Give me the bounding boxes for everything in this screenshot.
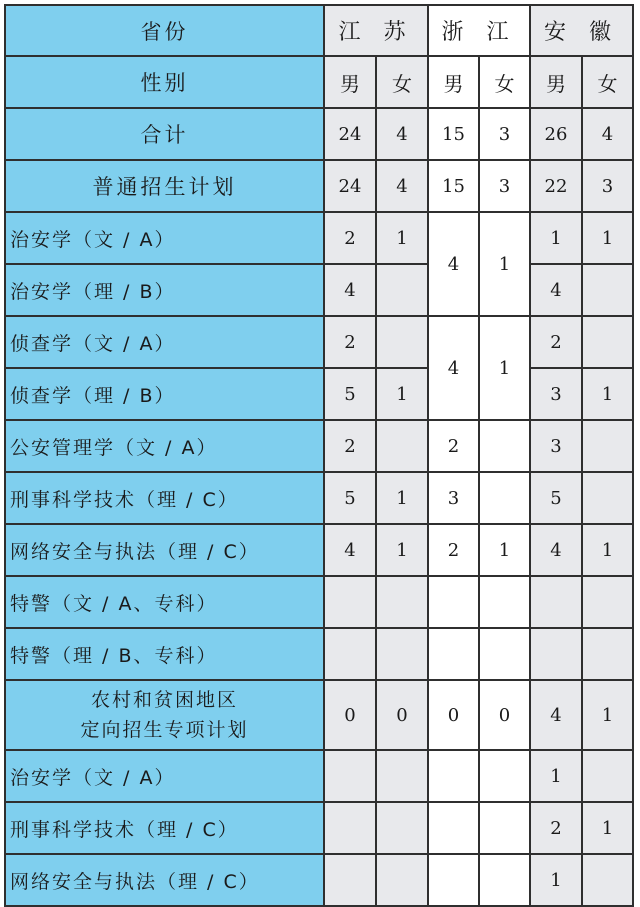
cell-value: 3 <box>479 108 530 160</box>
cell-value: 2 <box>324 212 376 264</box>
cell-value-merged: 4 <box>428 212 479 316</box>
cell-value <box>582 576 633 628</box>
province-header: 省份 <box>5 5 324 56</box>
cell-value: 24 <box>324 160 376 212</box>
cell-value: 2 <box>428 524 479 576</box>
table-row <box>5 576 633 628</box>
table-row <box>5 212 633 264</box>
cell-value: 2 <box>324 316 376 368</box>
table-row <box>5 472 633 524</box>
cell-value: 4 <box>530 264 582 316</box>
cell-value-merged: 1 <box>479 316 530 420</box>
cell-value: 1 <box>376 524 428 576</box>
table-row <box>5 368 633 420</box>
cell-value <box>376 316 428 368</box>
cell-value: 1 <box>582 680 633 750</box>
cell-value <box>582 854 633 906</box>
row-label: 侦查学（文 / A） <box>5 316 324 368</box>
cell-value <box>376 576 428 628</box>
header-row-gender <box>5 56 633 108</box>
gender-female-anhui: 女 <box>582 56 633 108</box>
cell-value <box>428 854 479 906</box>
gender-female-jiangsu: 女 <box>376 56 428 108</box>
table-row <box>5 802 633 854</box>
cell-value: 4 <box>582 108 633 160</box>
row-label: 网络安全与执法（理 / C） <box>5 524 324 576</box>
cell-value <box>479 420 530 472</box>
cell-value: 4 <box>324 264 376 316</box>
gender-male-jiangsu: 男 <box>324 56 376 108</box>
cell-value <box>582 472 633 524</box>
cell-value <box>324 576 376 628</box>
gender-male-anhui: 男 <box>530 56 582 108</box>
cell-value <box>530 628 582 680</box>
cell-value: 3 <box>530 368 582 420</box>
table-row <box>5 420 633 472</box>
province-zhejiang: 浙 江 <box>428 5 530 56</box>
cell-value <box>582 316 633 368</box>
row-label: 侦查学（理 / B） <box>5 368 324 420</box>
cell-value: 3 <box>428 472 479 524</box>
cell-value: 1 <box>376 368 428 420</box>
table-row <box>5 854 633 906</box>
cell-value <box>582 750 633 802</box>
cell-value: 1 <box>530 854 582 906</box>
cell-value: 1 <box>582 368 633 420</box>
cell-value: 1 <box>530 750 582 802</box>
cell-value <box>582 264 633 316</box>
cell-value <box>324 750 376 802</box>
cell-value: 1 <box>582 524 633 576</box>
province-anhui: 安 徽 <box>530 5 633 56</box>
row-label: 特警（文 / A、专科） <box>5 576 324 628</box>
cell-value <box>376 420 428 472</box>
cell-value: 2 <box>530 316 582 368</box>
cell-value <box>479 628 530 680</box>
cell-value <box>582 628 633 680</box>
cell-value <box>479 802 530 854</box>
cell-value <box>376 802 428 854</box>
cell-value: 1 <box>479 524 530 576</box>
cell-value: 24 <box>324 108 376 160</box>
cell-value: 26 <box>530 108 582 160</box>
row-label-rural-plan <box>5 680 324 750</box>
cell-value <box>428 802 479 854</box>
cell-value: 4 <box>376 108 428 160</box>
cell-value <box>376 628 428 680</box>
header-row-province <box>5 5 633 56</box>
table-row <box>5 524 633 576</box>
row-label-total: 合计 <box>5 108 324 160</box>
cell-value <box>479 854 530 906</box>
cell-value <box>376 750 428 802</box>
cell-value: 0 <box>376 680 428 750</box>
cell-value: 2 <box>428 420 479 472</box>
row-label: 特警（理 / B、专科） <box>5 628 324 680</box>
cell-value: 1 <box>376 472 428 524</box>
cell-value: 2 <box>324 420 376 472</box>
cell-value: 0 <box>428 680 479 750</box>
enrollment-plan-table <box>4 4 634 907</box>
cell-value <box>324 802 376 854</box>
cell-value: 0 <box>324 680 376 750</box>
cell-value <box>479 576 530 628</box>
cell-value <box>479 472 530 524</box>
cell-value: 1 <box>376 212 428 264</box>
gender-female-zhejiang: 女 <box>479 56 530 108</box>
cell-value <box>324 628 376 680</box>
row-label: 网络安全与执法（理 / C） <box>5 854 324 906</box>
cell-value: 1 <box>582 212 633 264</box>
cell-value: 15 <box>428 160 479 212</box>
gender-header: 性别 <box>5 56 324 108</box>
row-label-line: 农村和贫困地区 <box>90 689 238 711</box>
cell-value: 3 <box>582 160 633 212</box>
cell-value: 5 <box>324 368 376 420</box>
table-row <box>5 316 633 368</box>
cell-value: 15 <box>428 108 479 160</box>
cell-value: 1 <box>582 802 633 854</box>
cell-value: 22 <box>530 160 582 212</box>
cell-value-merged: 4 <box>428 316 479 420</box>
cell-value: 4 <box>530 680 582 750</box>
cell-value <box>428 628 479 680</box>
cell-value: 5 <box>324 472 376 524</box>
row-label-regular-plan: 普通招生计划 <box>5 160 324 212</box>
cell-value: 5 <box>530 472 582 524</box>
table-row <box>5 680 633 750</box>
table-row <box>5 628 633 680</box>
row-label: 刑事科学技术（理 / C） <box>5 472 324 524</box>
province-jiangsu: 江 苏 <box>324 5 428 56</box>
table-row <box>5 264 633 316</box>
cell-value: 4 <box>324 524 376 576</box>
row-label-line: 定向招生专项计划 <box>80 719 249 741</box>
cell-value <box>582 420 633 472</box>
row-label: 公安管理学（文 / A） <box>5 420 324 472</box>
table-row <box>5 750 633 802</box>
cell-value: 4 <box>376 160 428 212</box>
cell-value: 3 <box>479 160 530 212</box>
cell-value: 4 <box>530 524 582 576</box>
gender-male-zhejiang: 男 <box>428 56 479 108</box>
table-row <box>5 108 633 160</box>
row-label: 治安学（文 / A） <box>5 212 324 264</box>
cell-value: 3 <box>530 420 582 472</box>
row-label: 治安学（文 / A） <box>5 750 324 802</box>
row-label: 治安学（理 / B） <box>5 264 324 316</box>
cell-value-merged: 1 <box>479 212 530 316</box>
cell-value: 1 <box>530 212 582 264</box>
cell-value <box>479 750 530 802</box>
table-row <box>5 160 633 212</box>
row-label: 刑事科学技术（理 / C） <box>5 802 324 854</box>
cell-value <box>530 576 582 628</box>
cell-value <box>376 854 428 906</box>
cell-value <box>324 854 376 906</box>
cell-value <box>428 576 479 628</box>
cell-value: 0 <box>479 680 530 750</box>
cell-value: 2 <box>530 802 582 854</box>
cell-value <box>376 264 428 316</box>
cell-value <box>428 750 479 802</box>
